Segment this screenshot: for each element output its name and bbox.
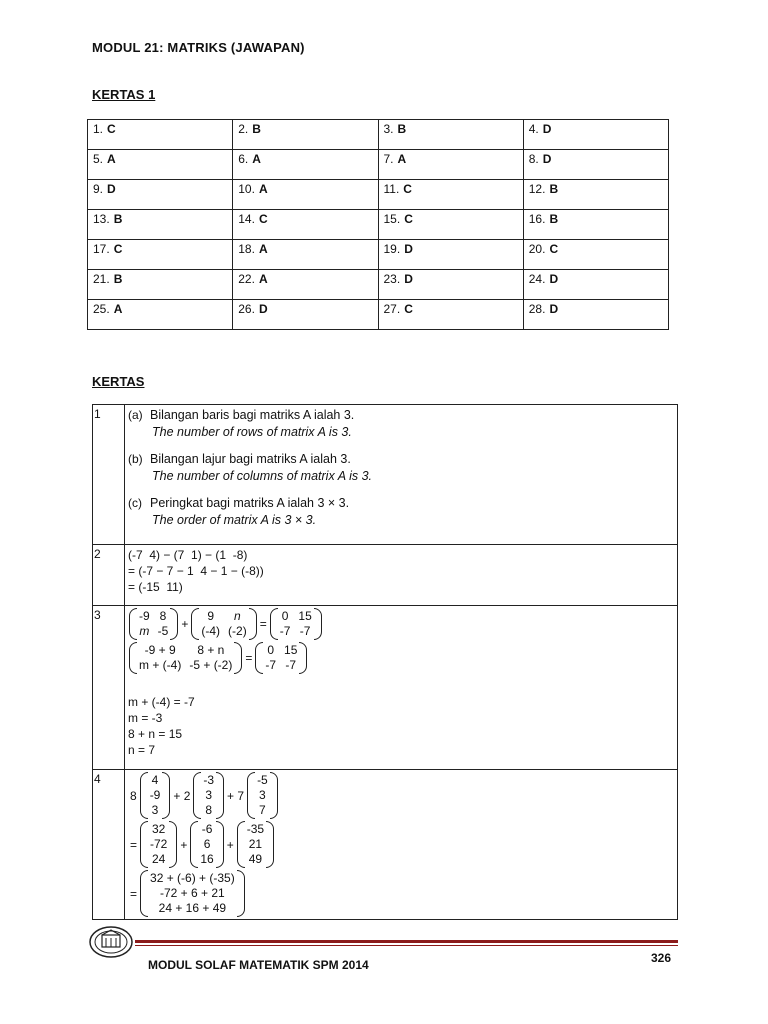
matrix-entry: -9 + 9 bbox=[144, 643, 176, 657]
vector-entry: 32 bbox=[152, 822, 166, 836]
vector-entry: 24 bbox=[152, 852, 166, 866]
question-number: 19. bbox=[383, 242, 401, 256]
answer-cell bbox=[233, 240, 378, 270]
question-row-4 bbox=[93, 770, 678, 920]
operator: = bbox=[130, 837, 138, 852]
answer-letter: C bbox=[404, 212, 413, 226]
vector-entry: 49 bbox=[248, 852, 263, 866]
vector-entry: 3 bbox=[151, 803, 159, 817]
question-number: 10. bbox=[238, 182, 255, 196]
answer-letter: A bbox=[252, 152, 261, 166]
matrix-entry: n bbox=[234, 609, 241, 623]
page-title: MODUL 21: MATRIKS (JAWAPAN) bbox=[92, 40, 305, 55]
answer-cell bbox=[233, 210, 378, 240]
vector-entry: 4 bbox=[151, 773, 159, 787]
answer-cell bbox=[88, 210, 233, 240]
matrix-entry: 9 bbox=[207, 609, 215, 623]
matrix-entry: 0 bbox=[267, 643, 275, 657]
question-number: 28. bbox=[528, 302, 546, 316]
worked-solutions-table bbox=[92, 404, 678, 920]
question-row-2 bbox=[93, 545, 678, 606]
answer-cell bbox=[523, 300, 668, 330]
matrix-entry: 15 bbox=[284, 643, 298, 657]
section-heading-kertas1: KERTAS 1 bbox=[92, 87, 156, 102]
column-vector bbox=[140, 821, 177, 868]
answer-cell bbox=[523, 120, 668, 150]
answer-letter: A bbox=[107, 152, 116, 166]
answer-row bbox=[88, 150, 669, 180]
answer-cell bbox=[88, 300, 233, 330]
answer-cell bbox=[88, 270, 233, 300]
matrix-entry: (-4) bbox=[201, 624, 221, 638]
question-number: 5. bbox=[93, 152, 104, 166]
answer-letter: A bbox=[258, 272, 268, 286]
vector-entry: -35 bbox=[246, 822, 265, 836]
matrix-entry: -9 bbox=[139, 609, 150, 623]
part-a bbox=[128, 407, 677, 441]
school-crest-logo bbox=[88, 925, 134, 959]
answer-cell bbox=[233, 270, 378, 300]
answer-letter: D bbox=[107, 182, 116, 196]
answer-cell bbox=[378, 270, 523, 300]
matrix-entry: -7 bbox=[265, 658, 277, 672]
question-3-answer bbox=[125, 606, 678, 770]
question-number: 12. bbox=[528, 182, 546, 196]
answer-letter: A bbox=[397, 152, 407, 166]
answer-letter: D bbox=[549, 272, 559, 286]
working-line: m + (-4) = -7 bbox=[128, 695, 195, 709]
vector-entry: -72 bbox=[150, 837, 168, 851]
operator: = bbox=[259, 617, 267, 631]
question-number: 4 bbox=[93, 770, 125, 920]
question-number: 27. bbox=[383, 302, 401, 316]
question-number: 26. bbox=[238, 302, 255, 316]
answer-row bbox=[88, 300, 669, 330]
matrix-entry: -5 + (-2) bbox=[189, 658, 233, 672]
question-number: 3 bbox=[93, 606, 125, 770]
question-1-answer bbox=[125, 405, 678, 545]
question-number: 17. bbox=[93, 242, 110, 256]
answer-cell bbox=[233, 300, 378, 330]
matrix-entry: m bbox=[139, 624, 150, 638]
question-number: 6. bbox=[238, 152, 249, 166]
question-number: 8. bbox=[528, 152, 539, 166]
matrix-entry: 8 bbox=[159, 609, 167, 623]
vector-entry: -72 + 6 + 21 bbox=[160, 886, 225, 900]
answer-cell bbox=[378, 180, 523, 210]
column-vector bbox=[190, 821, 223, 868]
answer-cell bbox=[378, 120, 523, 150]
answer-cell bbox=[378, 210, 523, 240]
page-number: 326 bbox=[651, 951, 672, 965]
matrix bbox=[191, 608, 256, 640]
question-4-answer bbox=[125, 770, 678, 920]
question-number: 2. bbox=[238, 122, 249, 136]
working-line: = (-7 − 7 − 1 4 − 1 − (-8)) bbox=[128, 564, 264, 578]
matrix bbox=[129, 608, 178, 640]
question-number: 24. bbox=[528, 272, 546, 286]
answer-row bbox=[88, 270, 669, 300]
operator: + bbox=[180, 837, 188, 852]
vector-entry: 6 bbox=[203, 837, 211, 851]
vector-entry: 3 bbox=[259, 788, 266, 802]
answer-cell bbox=[523, 180, 668, 210]
answer-letter: D bbox=[258, 302, 268, 316]
answer-letter: D bbox=[542, 152, 552, 166]
matrix-entry: -7 bbox=[299, 624, 311, 638]
matrix-equation bbox=[128, 608, 677, 640]
part-label: (b) bbox=[128, 452, 143, 466]
column-vector bbox=[140, 870, 245, 917]
question-number: 22. bbox=[238, 272, 255, 286]
column-vector bbox=[247, 772, 278, 819]
answer-letter: A bbox=[258, 182, 268, 196]
answer-cell bbox=[88, 150, 233, 180]
question-number: 21. bbox=[93, 272, 110, 286]
matrix-entry: (-2) bbox=[228, 624, 247, 638]
vector-entry: 16 bbox=[200, 852, 214, 866]
matrix-entry: 8 + n bbox=[197, 643, 225, 657]
english-text: The number of rows of matrix A is 3. bbox=[152, 425, 352, 439]
vector-entry: 8 bbox=[205, 803, 213, 817]
matrix-entry: -7 bbox=[285, 658, 297, 672]
working-line: n = 7 bbox=[128, 743, 156, 757]
matrix bbox=[270, 608, 322, 640]
answer-letter: A bbox=[113, 302, 123, 316]
operator: + bbox=[181, 617, 189, 631]
section-heading-kertas2: KERTAS bbox=[92, 374, 145, 389]
answer-row bbox=[88, 180, 669, 210]
column-vector bbox=[193, 772, 224, 819]
answer-letter: D bbox=[404, 242, 413, 256]
answer-cell bbox=[523, 270, 668, 300]
footer-text: MODUL SOLAF MATEMATIK SPM 2014 bbox=[148, 958, 369, 972]
question-number: 4. bbox=[528, 122, 539, 136]
answer-cell bbox=[233, 180, 378, 210]
scalar: 8 bbox=[130, 788, 137, 803]
question-number: 1. bbox=[93, 122, 104, 136]
working-line: m = -3 bbox=[128, 711, 163, 725]
answer-cell bbox=[233, 150, 378, 180]
answer-cell bbox=[378, 300, 523, 330]
answer-cell bbox=[523, 210, 668, 240]
english-text: The number of columns of matrix A is 3. bbox=[152, 469, 372, 483]
vector-entry: 32 + (-6) + (-35) bbox=[150, 871, 235, 885]
answer-letter: C bbox=[113, 242, 123, 256]
answer-letter: C bbox=[549, 242, 559, 256]
working-line: (-7 4) − (7 1) − (1 -8) bbox=[128, 548, 248, 562]
malay-text: Bilangan baris bagi matriks A ialah 3. bbox=[150, 408, 355, 422]
answer-table bbox=[87, 119, 669, 330]
footer-rule-thin bbox=[135, 945, 678, 946]
matrix bbox=[129, 642, 242, 674]
operator: = bbox=[245, 651, 253, 665]
question-2-answer bbox=[125, 545, 678, 606]
vector-equation bbox=[128, 821, 677, 868]
operator: + 2 bbox=[173, 788, 191, 803]
matrix-entry: -7 bbox=[279, 624, 291, 638]
working-line: = (-15 11) bbox=[128, 580, 183, 594]
vector-equation bbox=[128, 870, 677, 917]
question-number: 25. bbox=[93, 302, 110, 316]
vector-entry: -3 bbox=[203, 773, 215, 787]
english-text: The order of matrix A is 3 × 3. bbox=[152, 513, 317, 527]
matrix-entry: -5 bbox=[157, 624, 169, 638]
operator: + bbox=[226, 837, 234, 852]
vector-entry: 24 + 16 + 49 bbox=[158, 901, 227, 915]
answer-letter: B bbox=[549, 182, 559, 196]
answer-row bbox=[88, 120, 669, 150]
malay-text: Bilangan lajur bagi matriks A ialah 3. bbox=[150, 452, 351, 466]
answer-letter: C bbox=[107, 122, 116, 136]
operator: + 7 bbox=[227, 788, 245, 803]
answer-cell bbox=[378, 240, 523, 270]
footer-rule bbox=[135, 940, 678, 943]
matrix bbox=[255, 642, 307, 674]
answer-letter: B bbox=[113, 272, 123, 286]
matrix-equation bbox=[128, 642, 677, 674]
question-number: 14. bbox=[238, 212, 255, 226]
question-number: 23. bbox=[383, 272, 401, 286]
question-number: 2 bbox=[93, 545, 125, 606]
question-row-1 bbox=[93, 405, 678, 545]
answer-letter: C bbox=[258, 212, 268, 226]
answer-letter: A bbox=[258, 242, 268, 256]
answer-letter: B bbox=[549, 212, 559, 226]
answer-letter: C bbox=[404, 302, 413, 316]
answer-row bbox=[88, 240, 669, 270]
question-number: 3. bbox=[383, 122, 394, 136]
vector-entry: -5 bbox=[257, 773, 268, 787]
answer-letter: B bbox=[113, 212, 123, 226]
part-label: (a) bbox=[128, 408, 143, 422]
part-b bbox=[128, 451, 677, 485]
part-label: (c) bbox=[128, 496, 142, 510]
answer-letter: D bbox=[542, 122, 552, 136]
vector-entry: -9 bbox=[149, 788, 161, 802]
matrix-entry: 0 bbox=[281, 609, 289, 623]
matrix-entry: 15 bbox=[298, 609, 312, 623]
question-number: 7. bbox=[383, 152, 394, 166]
question-number: 13. bbox=[93, 212, 110, 226]
answer-cell bbox=[378, 150, 523, 180]
answer-row bbox=[88, 210, 669, 240]
question-number: 20. bbox=[528, 242, 546, 256]
working-line: 8 + n = 15 bbox=[128, 727, 183, 741]
malay-text: Peringkat bagi matriks A ialah 3 × 3. bbox=[150, 496, 350, 510]
answer-letter: D bbox=[549, 302, 559, 316]
answer-letter: C bbox=[403, 182, 412, 196]
answer-letter: B bbox=[252, 122, 261, 136]
vector-entry: 3 bbox=[205, 788, 213, 802]
question-number: 15. bbox=[383, 212, 401, 226]
question-row-3 bbox=[93, 606, 678, 770]
answer-cell bbox=[88, 120, 233, 150]
vector-entry: 7 bbox=[259, 803, 266, 817]
operator: = bbox=[130, 886, 138, 901]
column-vector bbox=[140, 772, 171, 819]
answer-letter: B bbox=[397, 122, 407, 136]
answer-cell bbox=[523, 150, 668, 180]
answer-cell bbox=[523, 240, 668, 270]
answer-cell bbox=[88, 180, 233, 210]
vector-entry: 21 bbox=[248, 837, 263, 851]
question-number: 11. bbox=[383, 182, 400, 196]
vector-entry: -6 bbox=[201, 822, 213, 836]
question-number: 9. bbox=[93, 182, 104, 196]
question-number: 1 bbox=[93, 405, 125, 545]
question-number: 16. bbox=[528, 212, 546, 226]
matrix-entry: m + (-4) bbox=[139, 658, 182, 672]
part-c bbox=[128, 495, 677, 529]
answer-cell bbox=[88, 240, 233, 270]
question-number: 18. bbox=[238, 242, 255, 256]
answer-cell bbox=[233, 120, 378, 150]
column-vector bbox=[237, 821, 274, 868]
answer-letter: D bbox=[404, 272, 413, 286]
vector-equation bbox=[128, 772, 677, 819]
